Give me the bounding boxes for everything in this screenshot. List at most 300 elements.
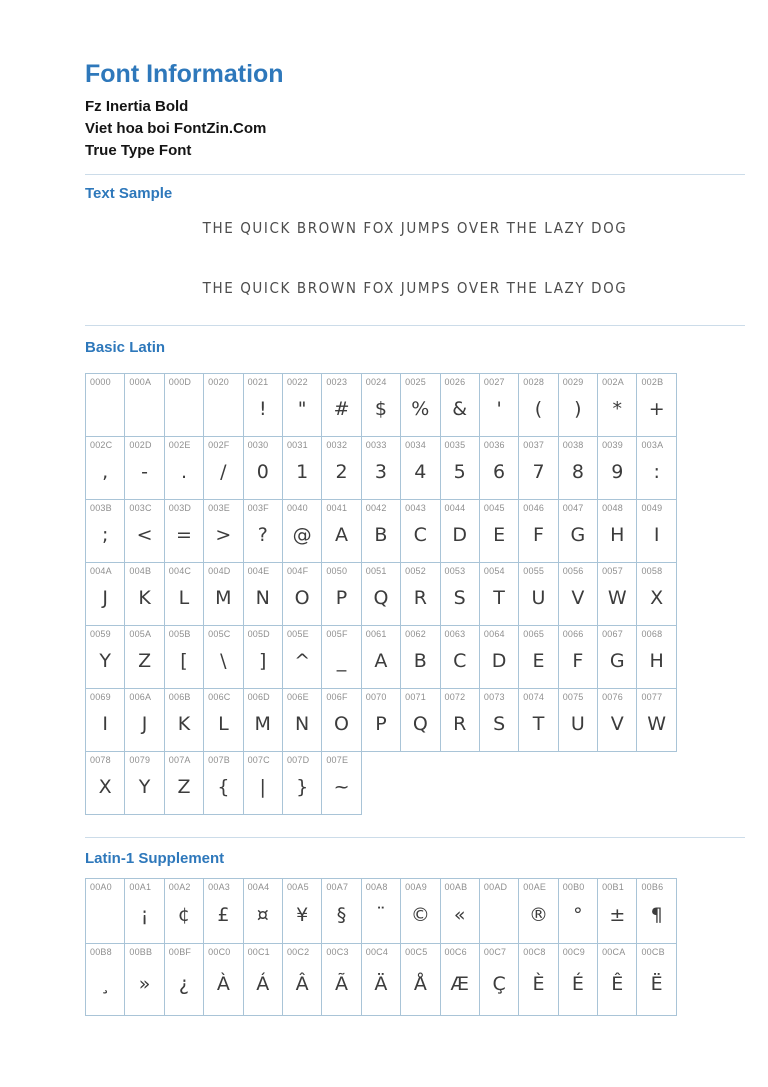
page-title: Font Information	[85, 60, 284, 88]
glyph-code: 0076	[602, 692, 623, 702]
glyph-char: T	[493, 587, 505, 609]
glyph-code: 00AE	[523, 882, 547, 892]
glyph-cell	[479, 625, 519, 689]
glyph-code: 00C8	[523, 947, 546, 957]
glyph-char: ¸	[100, 972, 110, 995]
glyph-cell	[361, 878, 401, 944]
glyph-cell	[518, 943, 558, 1016]
glyph-char	[480, 893, 518, 943]
glyph-code: 00A1	[129, 882, 152, 892]
glyph-cell	[597, 436, 637, 500]
font-credit: Viet hoa boi FontZin.Com	[85, 120, 267, 137]
glyph-code: 0027	[483, 377, 505, 387]
font-type: True Type Font	[85, 142, 192, 159]
glyph-code: 0078	[90, 755, 111, 765]
glyph-char: É	[571, 972, 584, 995]
glyph-cell	[203, 562, 243, 626]
glyph-code: 0065	[523, 629, 545, 639]
glyph-code: 004B	[129, 566, 152, 576]
glyph-char: -	[141, 461, 149, 483]
glyph-char: {	[217, 776, 230, 798]
glyph-char: }	[296, 776, 309, 798]
glyph-code: 004D	[208, 566, 231, 576]
glyph-row	[85, 943, 691, 1016]
glyph-row	[85, 499, 691, 563]
glyph-char: X	[650, 587, 664, 609]
glyph-char: |	[259, 776, 266, 798]
glyph-char: U	[570, 713, 585, 735]
glyph-char: ]	[259, 650, 267, 672]
glyph-code: 0062	[405, 629, 426, 639]
glyph-code: 0043	[405, 503, 426, 513]
glyph-cell	[124, 878, 164, 944]
glyph-cell	[124, 625, 164, 689]
glyph-cell	[203, 688, 243, 752]
text-sample-block	[85, 219, 745, 297]
glyph-cell	[164, 688, 204, 752]
glyph-cell	[479, 562, 519, 626]
glyph-char: .	[180, 461, 187, 483]
glyph-char: <	[136, 524, 153, 546]
glyph-code: 000D	[168, 377, 192, 387]
glyph-char: T	[532, 713, 545, 735]
glyph-cell	[518, 562, 558, 626]
glyph-code: 00C3	[326, 947, 349, 957]
section-heading-text-sample: Text Sample	[85, 185, 173, 202]
glyph-char: Á	[256, 972, 270, 995]
glyph-char: >	[215, 524, 232, 546]
glyph-cell	[400, 878, 440, 944]
glyph-cell	[282, 373, 322, 437]
glyph-cell	[440, 562, 480, 626]
glyph-char: "	[297, 398, 307, 420]
glyph-char: ^	[294, 650, 311, 672]
glyph-char: _	[336, 650, 347, 672]
glyph-code: 0034	[405, 440, 426, 450]
glyph-row	[85, 436, 691, 500]
glyph-cell	[243, 943, 283, 1016]
glyph-char: &	[452, 398, 468, 420]
glyph-cell	[85, 625, 125, 689]
glyph-cell	[440, 943, 480, 1016]
glyph-code: 007A	[168, 755, 191, 765]
glyph-char	[86, 893, 124, 943]
glyph-code: 0026	[444, 377, 466, 387]
glyph-code: 00C2	[286, 947, 310, 957]
glyph-cell	[440, 878, 480, 944]
glyph-char: §	[336, 904, 347, 926]
glyph-cell	[124, 751, 164, 815]
glyph-cell	[440, 499, 480, 563]
glyph-char: ?	[257, 524, 268, 546]
glyph-cell	[636, 878, 676, 944]
glyph-char: F	[533, 524, 544, 546]
glyph-code: 005A	[129, 629, 152, 639]
glyph-row	[85, 878, 691, 944]
glyph-cell	[282, 688, 322, 752]
glyph-code: 0061	[365, 629, 387, 639]
glyph-char: Æ	[450, 972, 469, 995]
glyph-code: 0059	[90, 629, 111, 639]
glyph-char: S	[493, 713, 506, 735]
glyph-char: N	[295, 713, 310, 735]
glyph-cell	[361, 373, 401, 437]
glyph-char: £	[217, 904, 230, 926]
glyph-char: U	[531, 587, 546, 609]
glyph-cell	[440, 688, 480, 752]
glyph-cell	[558, 562, 598, 626]
glyph-char: Ë	[650, 972, 663, 995]
glyph-code: 0051	[365, 566, 387, 576]
glyph-char: D	[452, 524, 468, 546]
glyph-code: 0049	[641, 503, 663, 513]
glyph-char: A	[335, 524, 349, 546]
glyph-code: 006F	[326, 692, 348, 702]
glyph-char: 7	[532, 461, 545, 483]
glyph-cell	[636, 688, 676, 752]
glyph-cell	[321, 625, 361, 689]
glyph-code: 0032	[326, 440, 348, 450]
glyph-code: 007B	[208, 755, 230, 765]
glyph-code: 0047	[562, 503, 584, 513]
glyph-cell	[479, 436, 519, 500]
glyph-cell	[85, 878, 125, 944]
glyph-char: /	[220, 461, 227, 483]
glyph-cell	[85, 562, 125, 626]
sample-line: THE QUICK BROWN FOX JUMPS OVER THE LAZY DOG	[202, 279, 628, 297]
glyph-cell	[164, 751, 204, 815]
glyph-cell	[479, 373, 519, 437]
glyph-char: Z	[177, 776, 191, 798]
glyph-code: 002C	[90, 440, 113, 450]
glyph-cell	[321, 436, 361, 500]
glyph-code: 0069	[90, 692, 111, 702]
glyph-code: 0073	[483, 692, 505, 702]
glyph-code: 0033	[365, 440, 387, 450]
glyph-char: (	[534, 398, 543, 420]
glyph-cell	[361, 625, 401, 689]
glyph-char: Ç	[492, 972, 506, 995]
glyph-char: 4	[414, 461, 427, 483]
glyph-char: À	[216, 972, 230, 995]
font-name: Fz Inertia Bold	[85, 98, 189, 115]
glyph-code: 00A5	[286, 882, 309, 892]
glyph-cell	[361, 499, 401, 563]
glyph-code: 005C	[208, 629, 231, 639]
glyph-code: 0072	[444, 692, 466, 702]
glyph-code: 00A7	[326, 882, 349, 892]
glyph-char: 5	[453, 461, 466, 483]
glyph-cell	[124, 436, 164, 500]
glyph-cell	[558, 878, 598, 944]
glyph-cell	[243, 499, 283, 563]
glyph-code: 003C	[129, 503, 152, 513]
glyph-cell	[400, 943, 440, 1016]
glyph-code: 0000	[90, 377, 111, 387]
glyph-row	[85, 625, 691, 689]
glyph-cell	[203, 943, 243, 1016]
glyph-char: X	[98, 776, 112, 798]
glyph-char: I	[102, 713, 108, 735]
glyph-cell	[479, 499, 519, 563]
glyph-cell	[203, 499, 243, 563]
glyph-char	[204, 388, 242, 436]
glyph-char: ±	[609, 904, 626, 926]
glyph-code: 0022	[286, 377, 308, 387]
glyph-char	[86, 388, 124, 436]
glyph-char: ®	[528, 904, 548, 926]
glyph-char: Â	[295, 972, 309, 995]
glyph-cell	[400, 688, 440, 752]
glyph-code: 00A9	[405, 882, 427, 892]
glyph-code: 00A0	[90, 882, 112, 892]
glyph-char: H	[649, 650, 664, 672]
glyph-code: 0040	[286, 503, 308, 513]
glyph-char: $	[374, 398, 387, 420]
glyph-char: )	[574, 398, 582, 420]
glyph-char: M	[254, 713, 271, 735]
glyph-row	[85, 751, 691, 815]
glyph-cell	[124, 943, 164, 1016]
glyph-cell	[164, 373, 204, 437]
glyph-code: 0067	[602, 629, 623, 639]
glyph-char: R	[453, 713, 467, 735]
glyph-code: 0075	[562, 692, 584, 702]
glyph-code: 00A3	[208, 882, 230, 892]
glyph-code: 0046	[523, 503, 545, 513]
glyph-cell	[164, 943, 204, 1016]
glyph-code: 0042	[365, 503, 387, 513]
glyph-code: 002F	[208, 440, 230, 450]
glyph-cell	[203, 878, 243, 944]
glyph-char: ~	[333, 776, 350, 798]
glyph-char: S	[453, 587, 466, 609]
section-heading-basic-latin: Basic Latin	[85, 339, 166, 356]
glyph-cell	[164, 562, 204, 626]
glyph-code: 0056	[562, 566, 584, 576]
glyph-code: 0041	[326, 503, 348, 513]
glyph-char: 3	[374, 461, 387, 483]
glyph-char: L	[218, 713, 229, 735]
glyph-char: È	[532, 972, 545, 995]
glyph-code: 0057	[602, 566, 623, 576]
divider	[85, 174, 745, 175]
glyph-code: 00BF	[168, 947, 192, 957]
glyph-char: G	[609, 650, 625, 672]
glyph-cell	[558, 688, 598, 752]
glyph-code: 0023	[326, 377, 348, 387]
glyph-char: ¿	[178, 972, 190, 995]
glyph-cell	[282, 625, 322, 689]
glyph-code: 000A	[129, 377, 152, 387]
glyph-cell	[243, 625, 283, 689]
glyph-code: 0079	[129, 755, 151, 765]
glyph-cell	[282, 499, 322, 563]
glyph-code: 0063	[444, 629, 466, 639]
glyph-char: Ê	[611, 972, 624, 995]
glyph-cell	[597, 688, 637, 752]
glyph-cell	[518, 688, 558, 752]
glyph-char: H	[610, 524, 625, 546]
glyph-cell	[85, 499, 125, 563]
glyph-code: 00CA	[602, 947, 626, 957]
glyph-cell	[282, 562, 322, 626]
glyph-cell	[85, 373, 125, 437]
glyph-cell	[400, 625, 440, 689]
glyph-char: J	[102, 587, 108, 609]
glyph-char: 2	[335, 461, 348, 483]
glyph-code: 007C	[247, 755, 270, 765]
glyph-code: 003B	[90, 503, 112, 513]
glyph-code: 0074	[523, 692, 545, 702]
glyph-char: ¢	[177, 904, 191, 926]
glyph-code: 006A	[129, 692, 152, 702]
glyph-cell	[282, 943, 322, 1016]
glyph-code: 0066	[562, 629, 584, 639]
glyph-cell	[361, 943, 401, 1016]
glyph-code: 0037	[523, 440, 545, 450]
glyph-code: 005B	[168, 629, 191, 639]
glyph-row	[85, 373, 691, 437]
glyph-code: 0053	[444, 566, 466, 576]
glyph-char: M	[215, 587, 232, 609]
glyph-code: 0050	[326, 566, 348, 576]
glyph-code: 004C	[168, 566, 192, 576]
glyph-code: 006D	[247, 692, 270, 702]
glyph-cell	[558, 436, 598, 500]
glyph-code: 003E	[208, 503, 230, 513]
glyph-char: L	[178, 587, 190, 609]
glyph-cell	[636, 943, 676, 1016]
glyph-cell	[164, 436, 204, 500]
glyph-code: 004F	[286, 566, 309, 576]
glyph-char: W	[607, 587, 627, 609]
glyph-cell	[243, 562, 283, 626]
glyph-code: 0055	[523, 566, 545, 576]
glyph-code: 005F	[326, 629, 348, 639]
glyph-char: N	[255, 587, 270, 609]
glyph-char: «	[453, 904, 466, 926]
glyph-cell	[282, 751, 322, 815]
glyph-char: \	[220, 650, 227, 672]
glyph-cell	[558, 943, 598, 1016]
glyph-code: 00B0	[562, 882, 585, 892]
glyph-code: 005E	[286, 629, 309, 639]
glyph-code: 003F	[247, 503, 269, 513]
glyph-cell	[479, 688, 519, 752]
glyph-char: K	[138, 587, 151, 609]
glyph-char: °	[573, 904, 583, 926]
glyph-code: 00A4	[247, 882, 270, 892]
glyph-cell	[440, 373, 480, 437]
glyph-cell	[243, 373, 283, 437]
glyph-code: 0071	[405, 692, 426, 702]
glyph-char: V	[610, 713, 624, 735]
glyph-code: 0029	[562, 377, 584, 387]
glyph-code: 002B	[641, 377, 664, 387]
glyph-cell	[518, 499, 558, 563]
glyph-code: 00A8	[365, 882, 388, 892]
glyph-cell	[321, 499, 361, 563]
glyph-char: A	[374, 650, 388, 672]
glyph-char: ©	[410, 904, 430, 926]
glyph-cell	[518, 373, 558, 437]
glyph-cell	[558, 373, 598, 437]
glyph-code: 0054	[483, 566, 505, 576]
glyph-char: B	[413, 650, 427, 672]
glyph-char: O	[334, 713, 350, 735]
glyph-char: ¤	[256, 904, 269, 926]
glyph-code: 00B1	[602, 882, 624, 892]
glyph-cell	[321, 373, 361, 437]
glyph-char: P	[375, 713, 387, 735]
glyph-char: K	[177, 713, 191, 735]
glyph-char: 6	[493, 461, 506, 483]
glyph-code: 007D	[286, 755, 310, 765]
glyph-char: B	[374, 524, 388, 546]
glyph-cell	[636, 562, 676, 626]
glyph-char: O	[294, 587, 310, 609]
glyph-cell	[361, 562, 401, 626]
glyph-code: 00AB	[444, 882, 468, 892]
glyph-code: 006B	[168, 692, 191, 702]
glyph-char: C	[453, 650, 467, 672]
glyph-code: 0070	[365, 692, 387, 702]
glyph-cell	[85, 751, 125, 815]
glyph-char: G	[570, 524, 586, 546]
glyph-cell	[400, 373, 440, 437]
glyph-char: ¥	[296, 904, 309, 926]
glyph-cell	[636, 436, 676, 500]
glyph-char: Å	[413, 972, 427, 995]
glyph-code: 003A	[641, 440, 664, 450]
glyph-code: 006C	[208, 692, 231, 702]
glyph-code: 0044	[444, 503, 466, 513]
glyph-char: P	[335, 587, 348, 609]
glyph-cell	[400, 499, 440, 563]
glyph-cell	[203, 751, 243, 815]
glyph-cell	[597, 499, 637, 563]
divider	[85, 325, 745, 326]
glyph-code: 0058	[641, 566, 663, 576]
glyph-code: 0036	[483, 440, 505, 450]
glyph-char: Ã	[335, 972, 349, 995]
glyph-cell	[440, 436, 480, 500]
glyph-char: I	[653, 524, 660, 546]
glyph-char: Y	[99, 650, 111, 672]
glyph-cell	[558, 499, 598, 563]
glyph-cell	[282, 436, 322, 500]
glyph-char: ,	[102, 461, 109, 483]
glyph-cell	[558, 625, 598, 689]
glyph-cell	[361, 436, 401, 500]
glyph-code: 004A	[90, 566, 112, 576]
glyph-cell	[124, 562, 164, 626]
glyph-cell	[518, 878, 558, 944]
glyph-cell	[636, 625, 676, 689]
glyph-code: 00C4	[365, 947, 389, 957]
glyph-code: 006E	[286, 692, 309, 702]
glyph-cell	[203, 373, 243, 437]
glyph-code: 007E	[326, 755, 349, 765]
glyph-cell	[597, 373, 637, 437]
glyph-char: W	[647, 713, 667, 735]
glyph-code: 0020	[208, 377, 229, 387]
glyph-char: Y	[138, 776, 151, 798]
glyph-code: 0048	[602, 503, 623, 513]
glyph-code: 00C9	[562, 947, 586, 957]
glyph-char: Ä	[374, 972, 388, 995]
